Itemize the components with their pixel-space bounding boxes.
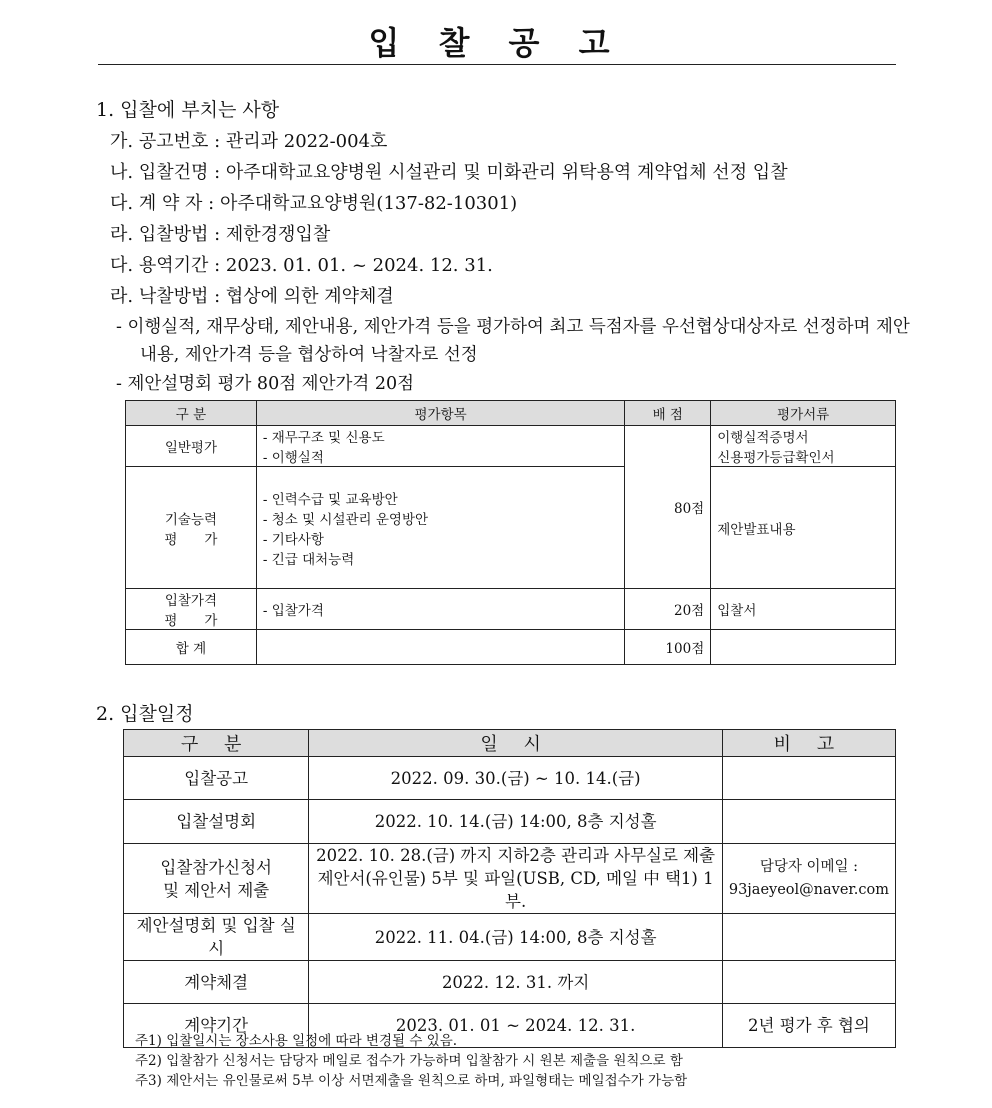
list-item: 및 제안서 제출 [163, 880, 270, 900]
schedule-label [124, 844, 309, 914]
list-item: - 기타사항 [262, 531, 324, 548]
schedule-note [722, 914, 895, 961]
list-item: 이행실적증명서 [717, 430, 809, 446]
schedule-note [722, 757, 895, 800]
award-description: - 이행실적, 재무상태, 제안내용, 제안가격 등을 평가하여 최고 득점자를 우선협상대상자로 선정하며 제안 [116, 317, 910, 337]
schedule-date: 2022. 11. 04.(금) 14:00, 8층 지성홀 [309, 914, 723, 961]
footnote-3: 주3) 제안서는 유인물로써 5부 이상 서면제출을 원칙으로 하며, 파일형태는 메일접수가 가능함 [135, 1073, 688, 1089]
title-divider [98, 64, 896, 65]
item-award-method: 라. 낙찰방법 : 협상에 의한 계약체결 [110, 286, 394, 307]
items-price: - 입찰가격 [256, 589, 624, 630]
total-label: 합 계 [126, 630, 257, 665]
items-technical [256, 467, 624, 589]
schedule-note [722, 800, 895, 844]
category-price [126, 589, 257, 630]
category-general: 일반평가 [126, 426, 257, 467]
table-row [126, 467, 896, 589]
header-datetime: 일 시 [309, 730, 723, 757]
header-item: 평가항목 [256, 401, 624, 426]
list-item: 입찰가격 [164, 593, 218, 609]
schedule-note [722, 961, 895, 1004]
evaluation-table [125, 400, 896, 665]
award-description-cont: 내용, 제안가격 등을 협상하여 낙찰자로 선정 [140, 345, 478, 365]
list-item: - 이행실적 [262, 450, 324, 466]
list-item: 신용평가등급확인서 [717, 450, 835, 466]
total-empty [256, 630, 624, 665]
table-row [126, 589, 896, 630]
schedule-table [123, 729, 896, 1048]
schedule-label: 입찰설명회 [124, 800, 309, 844]
total-docs-empty [711, 630, 896, 665]
footnote-2: 주2) 입찰참가 신청서는 담당자 메일로 접수가 가능하며 입찰참가 시 원본 제출을 원칙으로 함 [135, 1053, 683, 1069]
header-score: 배 점 [625, 401, 711, 426]
header-note: 비 고 [722, 730, 895, 757]
list-item: - 재무구조 및 신용도 [262, 430, 385, 446]
items-general [256, 426, 624, 467]
item-contractor: 다. 계 약 자 : 아주대학교요양병원(137-82-10301) [110, 193, 518, 214]
schedule-label: 계약체결 [124, 961, 309, 1004]
schedule-note: 2년 평가 후 협의 [722, 1004, 895, 1048]
schedule-label: 제안설명회 및 입찰 실시 [124, 914, 309, 961]
list-item: - 긴급 대처능력 [262, 551, 355, 568]
schedule-date: 2022. 09. 30.(금) ~ 10. 14.(금) [309, 757, 723, 800]
item-bid-title: 나. 입찰건명 : 아주대학교요양병원 시설관리 및 미화관리 위탁용역 계약업체 선정 입찰 [110, 162, 788, 183]
table-row [124, 914, 896, 961]
footnote-1: 주1) 입찰일시는 장소사용 일정에 따라 변경될 수 있음. [135, 1033, 458, 1049]
list-item: 2022. 10. 28.(금) 까지 지하2층 관리과 사무실로 제출 [316, 846, 716, 865]
section2-heading: 2. 입찰일정 [96, 703, 194, 725]
header-category: 구 분 [126, 401, 257, 426]
schedule-label: 계약기간 [124, 1004, 309, 1048]
docs-technical: 제안발표내용 [711, 467, 896, 589]
list-item: - 인력수급 및 교육방안 [262, 491, 398, 508]
list-item: 제안서(유인물) 5부 및 파일(USB, CD, 메일 中 택1) 1부. [317, 869, 714, 911]
total-score: 100점 [625, 630, 711, 665]
item-service-period: 다. 용역기간 : 2023. 01. 01. ~ 2024. 12. 31. [110, 255, 493, 276]
item-bid-method: 라. 입찰방법 : 제한경쟁입찰 [110, 224, 331, 245]
list-item: 평 가 [164, 613, 218, 629]
score-80: 80점 [625, 426, 711, 589]
list-item: 기술능력 [164, 511, 218, 528]
header-category: 구 분 [124, 730, 309, 757]
list-item: 입찰참가신청서 [160, 857, 272, 877]
schedule-date [309, 844, 723, 914]
table-row [126, 426, 896, 467]
schedule-date: 2022. 10. 14.(금) 14:00, 8층 지성홀 [309, 800, 723, 844]
docs-price: 입찰서 [711, 589, 896, 630]
category-technical [126, 467, 257, 589]
item-notice-number: 가. 공고번호 : 관리과 2022-004호 [110, 131, 388, 152]
table-row [124, 961, 896, 1004]
score-20: 20점 [625, 589, 711, 630]
table-header-row [126, 401, 896, 426]
list-item: 담당자 이메일 : [759, 858, 858, 875]
header-documents: 평가서류 [711, 401, 896, 426]
table-row [126, 630, 896, 665]
section1-heading: 1. 입찰에 부치는 사항 [96, 99, 280, 121]
schedule-date: 2023. 01. 01 ~ 2024. 12. 31. [309, 1004, 723, 1048]
table-row [124, 800, 896, 844]
table-header-row [124, 730, 896, 757]
schedule-label: 입찰공고 [124, 757, 309, 800]
list-item: - 청소 및 시설관리 운영방안 [262, 511, 429, 528]
schedule-note [722, 844, 895, 914]
table-row [124, 844, 896, 914]
contact-email: 93jaeyeol@naver.com [728, 881, 889, 898]
docs-general [711, 426, 896, 467]
list-item: 평 가 [164, 531, 218, 548]
schedule-date: 2022. 12. 31. 까지 [309, 961, 723, 1004]
score-ratio: - 제안설명회 평가 80점 제안가격 20점 [116, 374, 415, 394]
table-row [124, 757, 896, 800]
page-title: 입 찰 공 고 [368, 24, 624, 62]
